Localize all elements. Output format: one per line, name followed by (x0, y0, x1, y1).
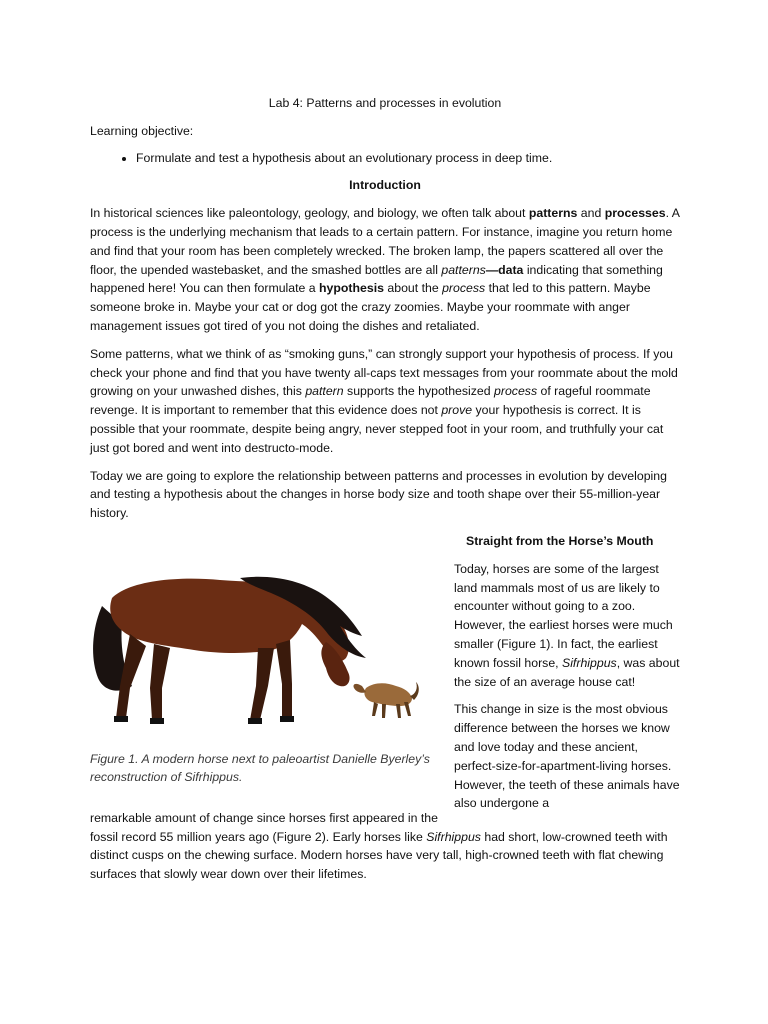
horse-section (90, 532, 680, 884)
page-title: Lab 4: Patterns and processes in evolution (268, 96, 502, 110)
figure-1-caption: Figure 1. A modern horse next to paleoartist Danielle Byerley’s reconstruction of Sifrhippus. (90, 751, 430, 785)
right-column (454, 532, 680, 822)
objectives-list (90, 149, 680, 168)
column-paragraph-1: Today, horses are some of the largest land mammals most of us are likely to encounter without going to a zoo. However, the earliest horses were much smaller (Figure 1). In fact, the earliest known fossil horse, Sifrhippus, was about the size of an average house cat! (454, 561, 680, 689)
modern-horse-image (93, 577, 366, 724)
column-paragraph-2: This change in size is the most obvious difference between the horses we know and love today and these ancient, perfect-size-for-apartment-living horses. However, the teeth of these animals have also undergone a (454, 702, 680, 811)
learning-objective-label: Learning objective: (90, 123, 194, 138)
horse-illustration (90, 558, 430, 736)
figure-1 (90, 532, 430, 787)
continuation-paragraph: remarkable amount of change since horses first appeared in the fossil record 55 million years ago (Figure 2). Early horses like Sifrhippus had short, low-crowned teeth with distinct cusps on the chewing surface. Modern horses have very tall, high-crowned teeth with flat chewing surfaces that slowly wear down over their lifetimes. (90, 810, 668, 882)
section-heading-horses-mouth: Straight from the Horse’s Mouth (466, 533, 654, 548)
sifrhippus-image (353, 682, 418, 718)
introduction-heading: Introduction (349, 178, 421, 193)
intro-paragraph-2: Some patterns, what we think of as “smoking guns,” can strongly support your hypothesis of process. If you check your phone and find that you have twenty all-caps text messages from your roommate about the mold growing on your unwashed dishes, this pattern supports the hypothesized process of rageful roommate revenge. It is important to remember that this evidence does not prove your hypothesis is correct. It is possible that your roommate, despite being angry, never stepped foot in your room, and truthfully your cat just got bored and went into destructo-mode. (90, 346, 678, 455)
objective-item: • Formulate and test a hypothesis about an evolutionary process in deep time. (136, 149, 680, 168)
intro-paragraph-1: In historical sciences like paleontology, geology, and biology, we often talk about patterns and processes. A process is the underlying mechanism that leads to a certain pattern. For instance, imagine you return home and find that your room has been completely wrecked. The broken lamp, the papers scattered all over the floor, the upended wastebasket, and the smashed bottles are all patterns—data indicating that something happened here! You can then formulate a hypothesis about the process that led to this pattern. Maybe someone broke in. Maybe your cat or dog got the crazy zoomies. Maybe your roommate with anger management issues got tired of you not doing the dishes and retaliated. (90, 206, 680, 333)
intro-paragraph-3: Today we are going to explore the relationship between patterns and processes in evolution by developing and testing a hypothesis about the changes in horse body size and tooth shape over their 55-million-year history. (90, 468, 667, 521)
